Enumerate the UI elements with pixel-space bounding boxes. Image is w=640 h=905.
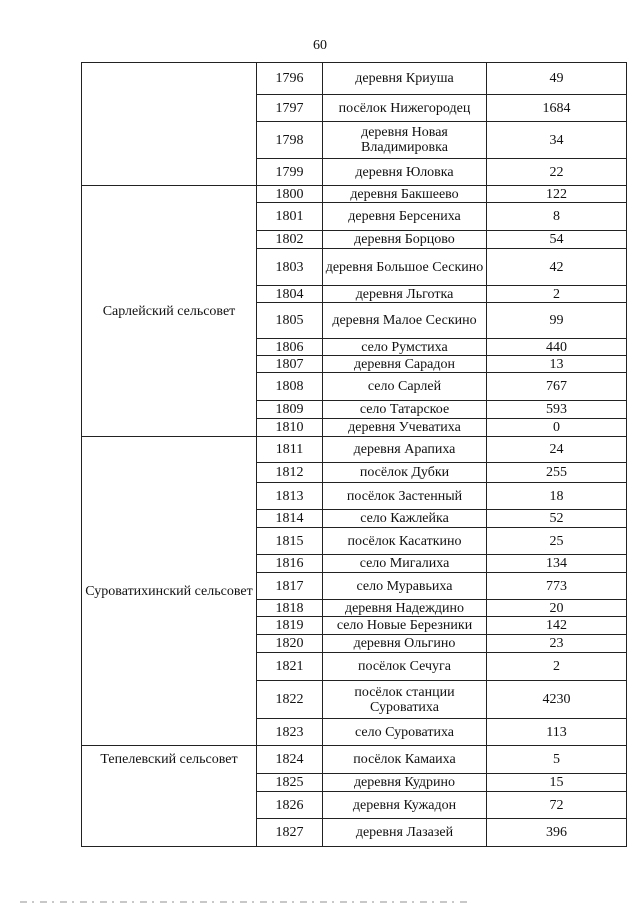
- settlement-number: 1798: [257, 122, 323, 159]
- table-row: [82, 746, 627, 774]
- settlement-name: село Мигалиха: [323, 555, 487, 573]
- district-cell: Тепелевский сельсовет: [82, 746, 257, 847]
- settlement-number: 1805: [257, 303, 323, 339]
- settlement-population: 24: [487, 437, 627, 463]
- settlement-number: 1813: [257, 483, 323, 510]
- settlement-number: 1799: [257, 159, 323, 186]
- settlement-name: посёлок Касаткино: [323, 528, 487, 555]
- settlement-population: 25: [487, 528, 627, 555]
- settlement-number: 1797: [257, 95, 323, 122]
- settlement-name: село Татарское: [323, 401, 487, 419]
- settlement-number: 1807: [257, 356, 323, 373]
- settlement-population: 593: [487, 401, 627, 419]
- settlement-population: 2: [487, 653, 627, 681]
- table-row: [82, 63, 627, 95]
- settlement-population: 52: [487, 510, 627, 528]
- settlement-number: 1817: [257, 573, 323, 600]
- settlement-number: 1823: [257, 719, 323, 746]
- settlement-population: 134: [487, 555, 627, 573]
- settlement-number: 1814: [257, 510, 323, 528]
- settlement-name: деревня Лазазей: [323, 819, 487, 847]
- district-cell: [82, 63, 257, 186]
- settlement-number: 1827: [257, 819, 323, 847]
- settlement-name: деревня Большое Сескино: [323, 249, 487, 286]
- settlement-number: 1809: [257, 401, 323, 419]
- settlement-number: 1818: [257, 600, 323, 617]
- settlement-population: 4230: [487, 681, 627, 719]
- settlement-number: 1811: [257, 437, 323, 463]
- district-cell: Сарлейский сельсовет: [82, 186, 257, 437]
- settlement-name: деревня Сарадон: [323, 356, 487, 373]
- settlement-name: деревня Кужадон: [323, 792, 487, 819]
- settlement-name: деревня Криуша: [323, 63, 487, 95]
- settlement-name: посёлок Сечуга: [323, 653, 487, 681]
- settlement-population: 767: [487, 373, 627, 401]
- settlements-table: [81, 62, 627, 847]
- settlement-population: 122: [487, 186, 627, 203]
- settlement-name: село Суроватиха: [323, 719, 487, 746]
- settlement-number: 1803: [257, 249, 323, 286]
- settlement-name: деревня Борцово: [323, 231, 487, 249]
- settlement-population: 773: [487, 573, 627, 600]
- settlement-population: 0: [487, 419, 627, 437]
- scan-artifact-line: [0, 897, 640, 905]
- settlement-name: деревня Юловка: [323, 159, 487, 186]
- settlement-population: 54: [487, 231, 627, 249]
- settlement-name: посёлок Камаиха: [323, 746, 487, 774]
- settlement-number: 1812: [257, 463, 323, 483]
- settlement-name: деревня Надеждино: [323, 600, 487, 617]
- settlement-population: 255: [487, 463, 627, 483]
- settlement-name: посёлок Застенный: [323, 483, 487, 510]
- settlement-name: село Муравьиха: [323, 573, 487, 600]
- settlement-population: 8: [487, 203, 627, 231]
- settlement-name: деревня Малое Сескино: [323, 303, 487, 339]
- settlement-number: 1801: [257, 203, 323, 231]
- settlement-population: 440: [487, 339, 627, 356]
- settlement-population: 99: [487, 303, 627, 339]
- settlement-name: посёлок станции Суроватиха: [323, 681, 487, 719]
- settlement-name: село Сарлей: [323, 373, 487, 401]
- settlement-population: 22: [487, 159, 627, 186]
- settlement-number: 1816: [257, 555, 323, 573]
- settlement-population: 2: [487, 286, 627, 303]
- settlement-name: посёлок Нижегородец: [323, 95, 487, 122]
- table-row: [82, 186, 627, 203]
- settlement-number: 1819: [257, 617, 323, 635]
- settlement-population: 20: [487, 600, 627, 617]
- settlement-number: 1800: [257, 186, 323, 203]
- table-row: [82, 437, 627, 463]
- settlement-number: 1825: [257, 774, 323, 792]
- settlement-name: деревня Новая Владимировка: [323, 122, 487, 159]
- settlement-number: 1815: [257, 528, 323, 555]
- settlement-population: 42: [487, 249, 627, 286]
- settlement-number: 1810: [257, 419, 323, 437]
- settlement-population: 1684: [487, 95, 627, 122]
- settlement-name: посёлок Дубки: [323, 463, 487, 483]
- settlement-name: село Кажлейка: [323, 510, 487, 528]
- settlement-name: деревня Берсениха: [323, 203, 487, 231]
- settlement-name: деревня Арапиха: [323, 437, 487, 463]
- settlement-population: 113: [487, 719, 627, 746]
- settlement-name: деревня Ольгино: [323, 635, 487, 653]
- settlement-name: деревня Льготка: [323, 286, 487, 303]
- settlement-number: 1806: [257, 339, 323, 356]
- settlement-population: 142: [487, 617, 627, 635]
- settlement-population: 34: [487, 122, 627, 159]
- settlement-name: село Румстиха: [323, 339, 487, 356]
- settlement-name: деревня Учеватиха: [323, 419, 487, 437]
- settlement-population: 49: [487, 63, 627, 95]
- settlement-name: деревня Бакшеево: [323, 186, 487, 203]
- settlement-number: 1796: [257, 63, 323, 95]
- settlement-population: 72: [487, 792, 627, 819]
- settlement-number: 1808: [257, 373, 323, 401]
- settlement-population: 5: [487, 746, 627, 774]
- settlement-number: 1802: [257, 231, 323, 249]
- settlement-population: 396: [487, 819, 627, 847]
- settlement-population: 13: [487, 356, 627, 373]
- settlement-number: 1826: [257, 792, 323, 819]
- settlement-number: 1822: [257, 681, 323, 719]
- page-number: 60: [313, 38, 327, 53]
- settlement-name: село Новые Березники: [323, 617, 487, 635]
- settlement-number: 1824: [257, 746, 323, 774]
- settlement-number: 1804: [257, 286, 323, 303]
- settlement-population: 18: [487, 483, 627, 510]
- settlement-population: 23: [487, 635, 627, 653]
- settlement-name: деревня Кудрино: [323, 774, 487, 792]
- settlement-number: 1820: [257, 635, 323, 653]
- settlement-population: 15: [487, 774, 627, 792]
- settlement-number: 1821: [257, 653, 323, 681]
- district-cell: Суроватихинский сельсовет: [82, 437, 257, 746]
